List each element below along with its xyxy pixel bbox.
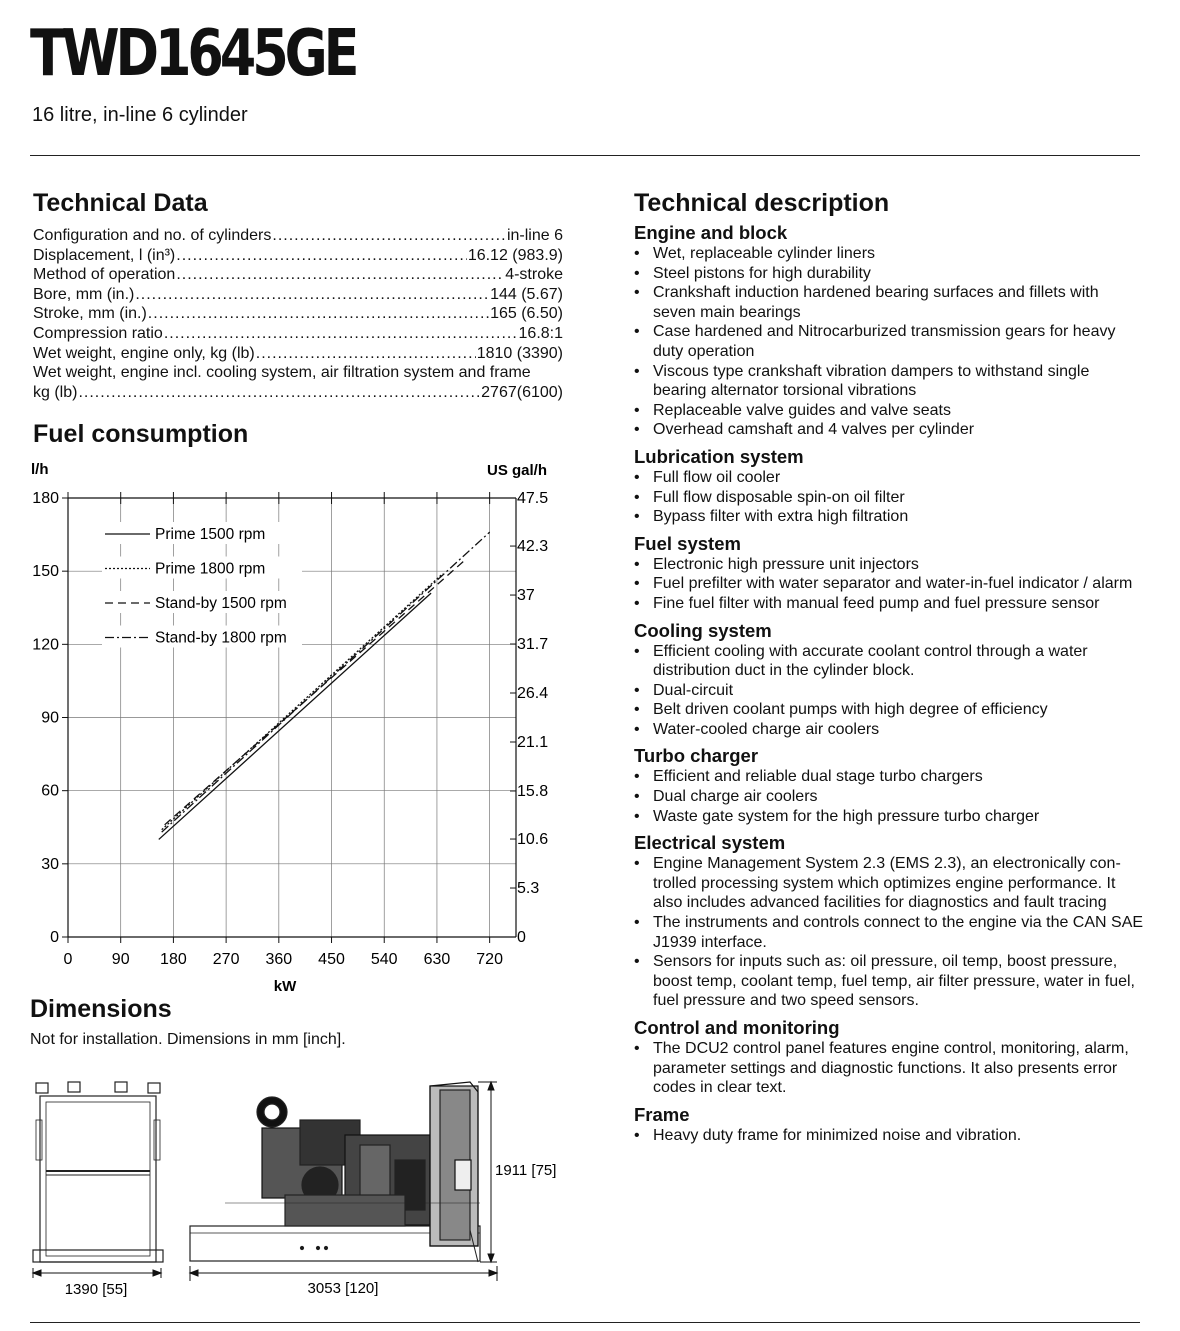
bullet-item: • Dual-circuit [634,681,1144,701]
width-dimension-label: 1390 [55] [64,1281,128,1298]
fuel-consumption-heading: Fuel consumption [33,420,249,448]
spec-value: 4-stroke [505,266,563,284]
y-tick-label-left: 0 [50,929,59,946]
x-tick-label: 270 [212,951,240,968]
bullet-item: • The DCU2 control panel features engine control, monitoring, alarm, parameter settings and diagnostic functions. It also presents error codes in clear text. [634,1039,1144,1098]
spec-row [33,324,563,344]
bullet-item: • Dual charge air coolers [634,787,1144,807]
leader-dots [272,226,506,246]
bullet-list [634,555,1144,614]
leader-dots [176,246,467,266]
y-tick-label-right: 0 [517,929,526,946]
legend-label: Prime 1500 rpm [155,526,266,543]
spec-row [33,246,563,266]
x-tick-label: 540 [370,951,398,968]
bullet-list [634,244,1144,440]
x-tick-label: 720 [476,951,503,968]
bullet-list [634,854,1144,1011]
bullet-item: • Efficient cooling with accurate coolant control through a water distribution duct in the cylinder block. [634,642,1144,681]
spec-value: 16.12 (983.9) [467,246,563,264]
spec-row [33,304,563,324]
side-view-illustration [190,1082,480,1262]
spec-row [33,265,563,285]
x-tick-label: 450 [318,951,345,968]
spec-label: Configuration and no. of cylinders [33,227,272,244]
y-axis-left-label: l/h [31,461,49,478]
bullet-item: • Case hardened and Nitrocarburized transmission gears for heavy duty operation [634,322,1144,361]
bullet-list [634,767,1144,826]
height-dimension-label: 1911 [75] [495,1162,557,1179]
legend-label: Stand-by 1500 rpm [155,595,287,612]
bullet-item: • The instruments and controls connect to the engine via the CAN SAE J1939 interface. [634,913,1144,952]
bullet-item: • Overhead camshaft and 4 valves per cylinder [634,420,1144,440]
x-tick-label: 630 [423,951,451,968]
bullet-item: • Electronic high pressure unit injectors [634,555,1144,575]
y-tick-label-left: 150 [32,563,59,581]
section-title: Frame [634,1103,690,1125]
y-tick-label-right: 5.3 [517,880,540,898]
section-title: Cooling system [634,619,772,641]
x-tick-label: 0 [63,951,73,968]
bullet-list [634,642,1144,740]
x-tick-label: 90 [111,951,130,968]
bullet-item: • Wet, replaceable cylinder liners [634,244,1144,264]
front-view-illustration [33,1082,163,1262]
spec-value: in-line 6 [506,227,563,244]
bullet-item: • Viscous type crankshaft vibration dampers to withstand single bearing alternator torsional vibrations [634,362,1144,401]
x-tick-label: 180 [160,951,187,968]
leader-dots [256,344,476,364]
header-divider [30,155,1140,156]
spec-row [33,285,563,305]
y-axis-right-label: US gal/h [486,462,547,479]
spec-row [33,226,563,246]
technical-data-list [33,226,563,402]
y-tick-label-right: 31.7 [517,636,549,654]
footer-divider [30,1322,1140,1323]
bullet-item: • Steel pistons for high durability [634,264,1144,284]
bullet-item: • Full flow oil cooler [634,468,1144,488]
dimensions-drawing [0,1070,600,1310]
y-tick-label-left: 90 [41,709,59,727]
bullet-item: • Engine Management System 2.3 (EMS 2.3), an electronically con-trolled processing system which optimizes engine performance. It also includes advanced facilities for diagnostics and fault tracing [634,854,1144,913]
chart-legend [102,522,302,648]
spec-label: Method of operation [33,266,176,284]
x-axis-label: kW [273,978,297,995]
bullet-item: • Waste gate system for the high pressure turbo charger [634,807,1144,827]
spec-value: 165 (6.50) [490,305,563,323]
section-title: Turbo charger [634,745,759,767]
bullet-list [634,1126,1144,1146]
technical-description-heading: Technical description [634,189,890,217]
spec-value: 1810 (3390) [476,344,563,362]
spec-row-wet-weight-full [33,383,563,403]
leader-dots [78,383,480,403]
fuel-consumption-chart [0,455,600,1000]
bullet-item: • Fuel prefilter with water separator and water-in-fuel indicator / alarm [634,574,1144,594]
dimensions-note: Not for installation. Dimensions in mm [inch]. [30,1031,346,1048]
bullet-item: • Full flow disposable spin-on oil filter [634,488,1144,508]
model-title: TWD1645GE [30,17,356,91]
dimensions-heading: Dimensions [30,995,172,1023]
y-tick-label-right: 15.8 [517,782,549,800]
spec-label: Wet weight, engine only, kg (lb) [33,344,255,362]
spec-value: 16.8:1 [518,324,563,342]
leader-dots [164,324,518,344]
y-tick-label-left: 180 [32,490,59,507]
legend-label: Prime 1800 rpm [155,560,266,578]
section-title: Control and monitoring [634,1017,840,1038]
spec-label: Bore, mm (in.) [33,285,135,303]
y-tick-label-left: 30 [41,855,59,873]
leader-dots [176,265,504,285]
y-tick-label-right: 26.4 [517,685,549,703]
spec-value: 2767(6100) [481,383,563,401]
spec-label: Compression ratio [33,324,163,342]
spec-label: Displacement, l (in³) [33,246,176,264]
section-title: Fuel system [634,532,741,554]
leader-dots [148,304,489,324]
technical-data-heading: Technical Data [33,189,208,217]
bullet-item: • Fine fuel filter with manual feed pump and fuel pressure sensor [634,594,1144,614]
bullet-item: • Replaceable valve guides and valve seats [634,401,1144,421]
y-tick-label-right: 10.6 [517,831,549,849]
y-tick-label-right: 47.5 [517,490,549,507]
bullet-item: • Bypass filter with extra high filtration [634,507,1144,527]
technical-description-list [634,222,1144,1145]
y-tick-label-right: 37 [517,587,535,605]
bullet-item: • Crankshaft induction hardened bearing surfaces and fillets with seven main bearings [634,283,1144,322]
bullet-item: • Efficient and reliable dual stage turbo chargers [634,767,1144,787]
spec-label: Stroke, mm (in.) [33,305,147,323]
model-subtitle: 16 litre, in-line 6 cylinder [32,104,248,126]
x-tick-label: 360 [265,951,293,968]
bullet-list [634,1039,1144,1098]
section-title: Lubrication system [634,445,804,467]
bullet-item: • Sensors for inputs such as: oil pressure, oil temp, boost pressure, boost temp, coolant temp, fuel temp, air filter pressure, water in fuel, fuel pressure and two speed sensors. [634,952,1144,1011]
spec-row [33,344,563,364]
spec-value: 144 (5.67) [490,285,563,303]
spec-label: kg (lb) [33,383,78,401]
section-title: Electrical system [634,832,786,854]
y-tick-label-left: 60 [41,782,59,800]
bullet-item: • Water-cooled charge air coolers [634,720,1144,740]
section-title: Engine and block [634,222,788,243]
leader-dots [135,285,489,305]
y-tick-label-right: 21.1 [517,733,549,751]
spec-row-wet-weight-full-line1: Wet weight, engine incl. cooling system, air filtration system and frame [33,364,531,382]
bullet-list [634,468,1144,527]
length-dimension-label: 3053 [120] [307,1280,379,1297]
bullet-item: • Belt driven coolant pumps with high degree of efficiency [634,700,1144,720]
y-tick-label-right: 42.3 [517,538,549,556]
bullet-item: • Heavy duty frame for minimized noise and vibration. [634,1126,1144,1146]
legend-label: Stand-by 1800 rpm [155,629,287,647]
y-tick-label-left: 120 [32,636,59,654]
